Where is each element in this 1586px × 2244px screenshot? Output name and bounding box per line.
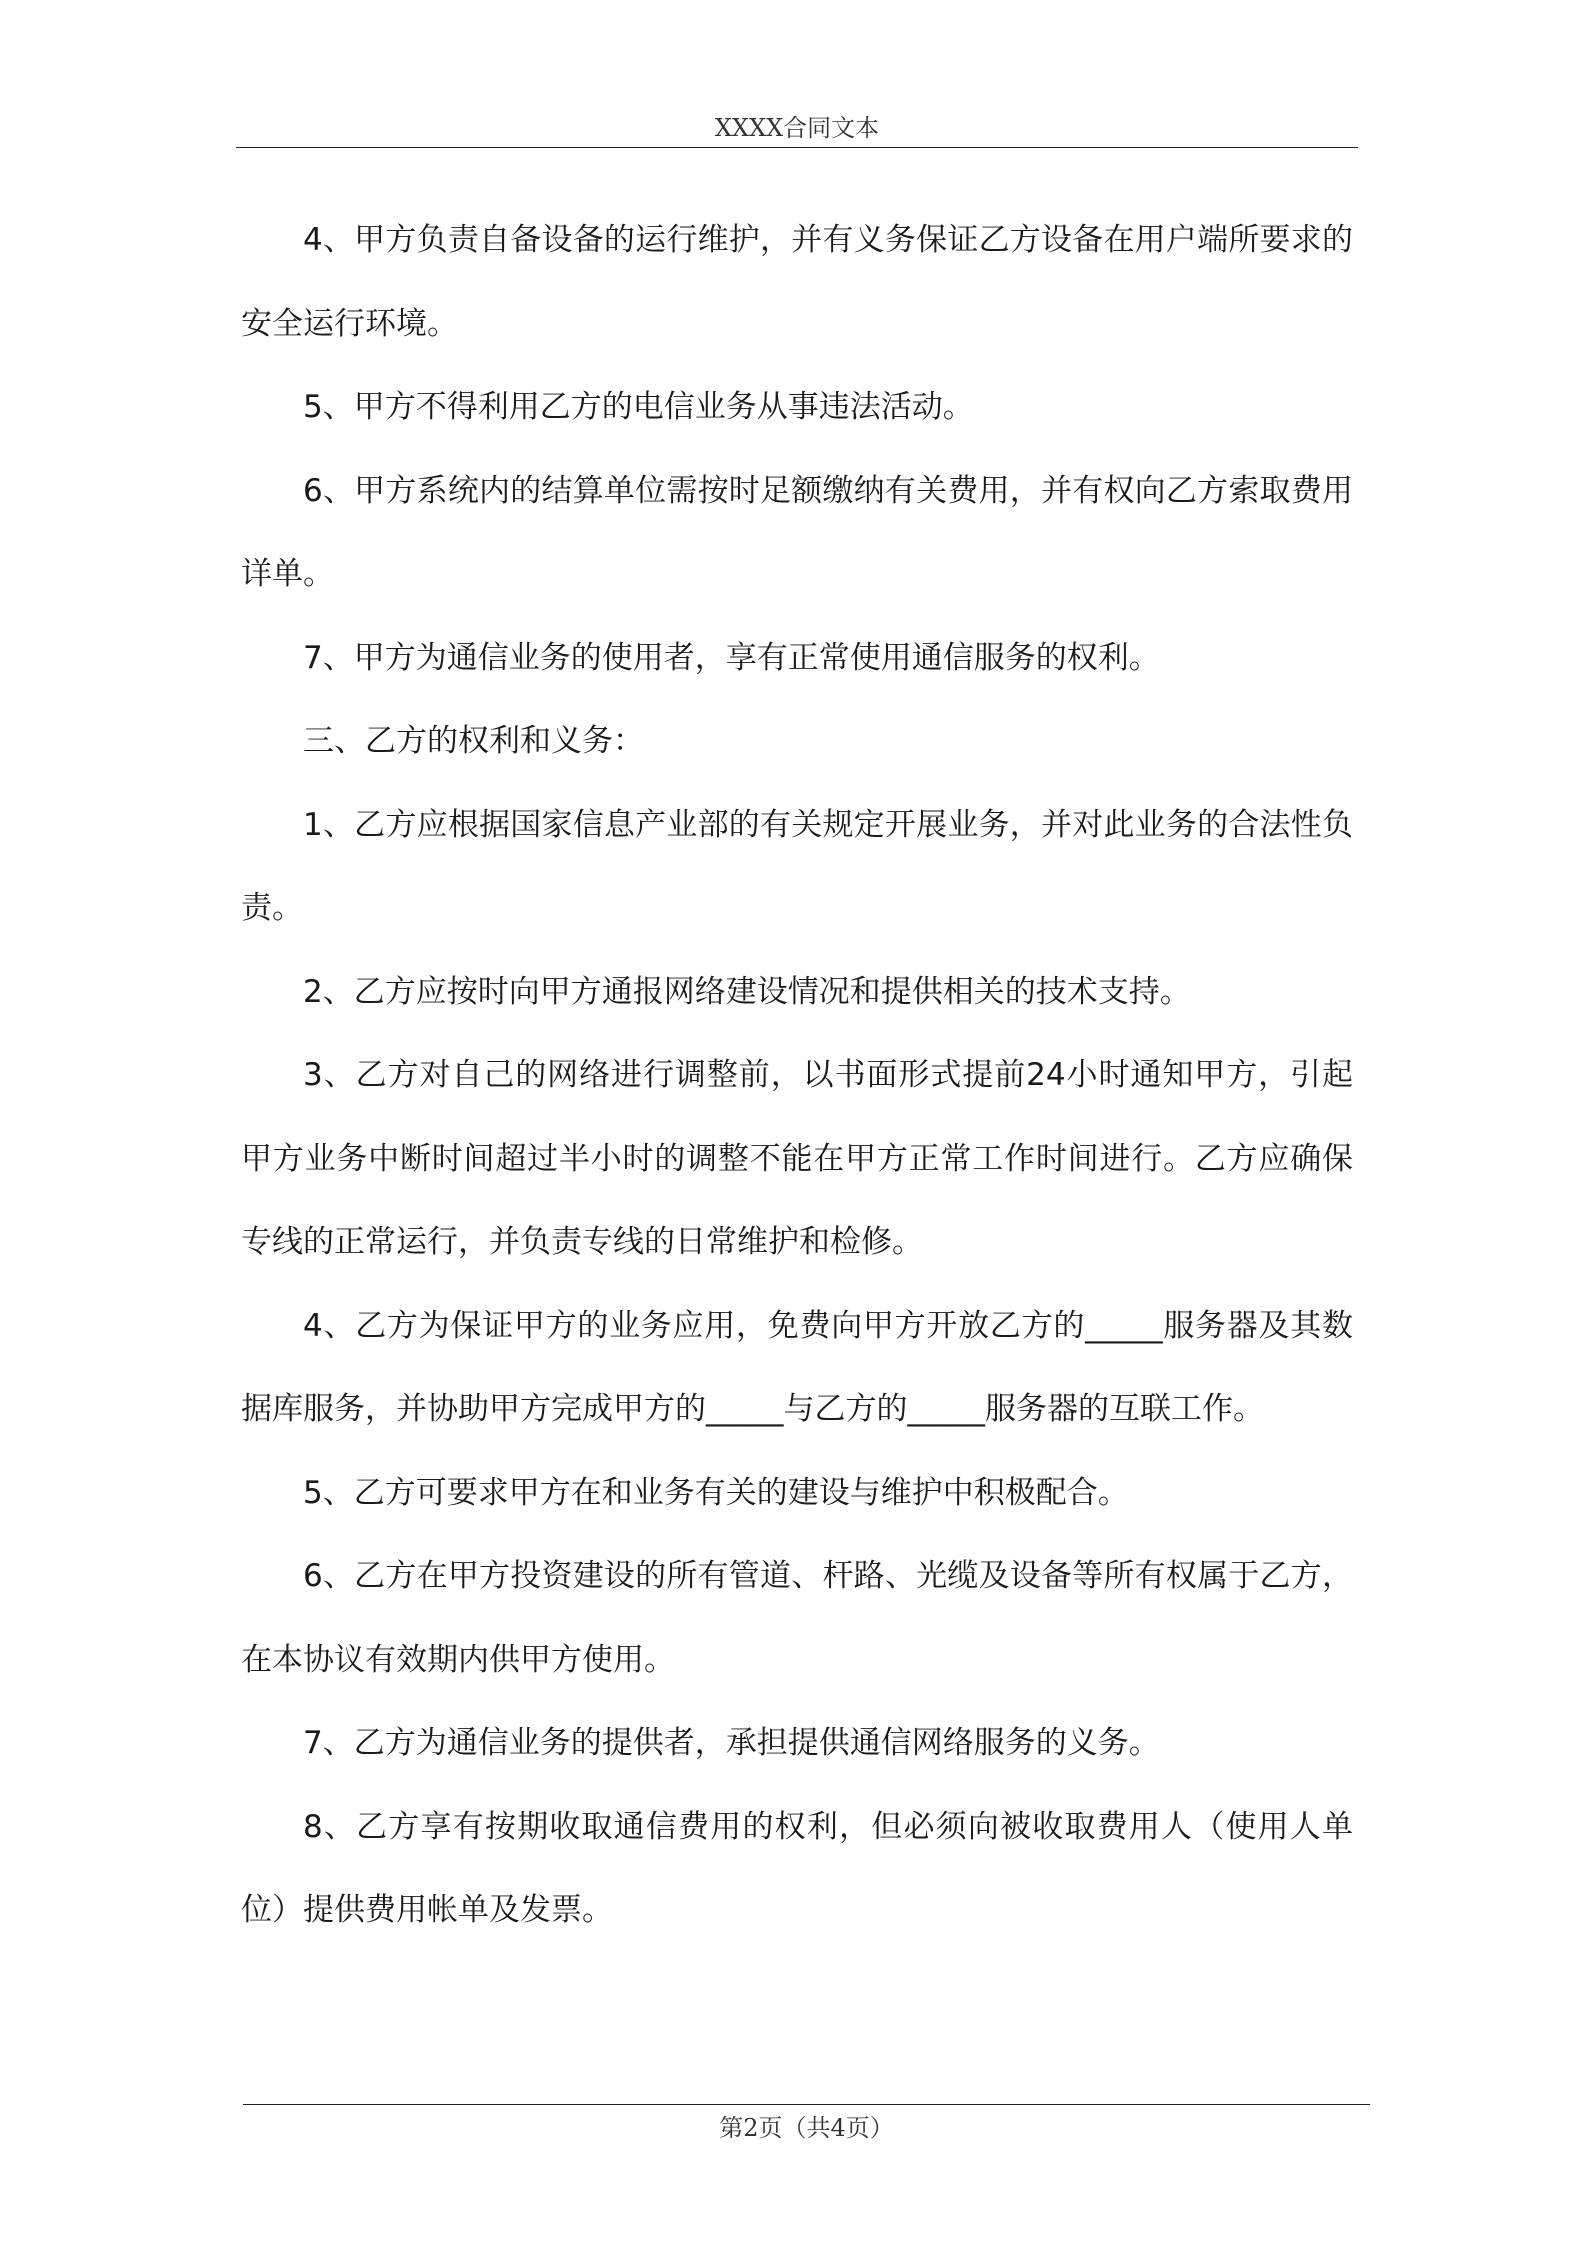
header-divider (236, 147, 1358, 148)
page-header-title: XXXX合同文本 (714, 114, 880, 142)
footer-divider (243, 2104, 1370, 2105)
paragraph-party-b-5: 5、乙方可要求甲方在和业务有关的建设与维护中积极配合。 (303, 1474, 1129, 1511)
paragraph-party-b-6: 6、乙方在甲方投资建设的所有管道、杆路、光缆及设备等所有权属于乙方，在本协议有效期内供甲方使用。 (241, 1558, 1353, 1678)
paragraph-party-b-8: 8、乙方享有按期收取通信费用的权利，但必须向被收取费用人（使用人单位）提供费用帐单及发票。 (241, 1808, 1353, 1928)
section-heading-party-b: 三、乙方的权利和义务： (303, 723, 644, 759)
paragraph-party-b-7: 7、乙方为通信业务的提供者，承担提供通信网络服务的义务。 (303, 1725, 1160, 1761)
document-body (241, 199, 1353, 1953)
paragraph-party-a-6: 6、甲方系统内的结算单位需按时足额缴纳有关费用，并有权向乙方索取费用详单。 (241, 472, 1353, 592)
paragraph-party-b-3: 3、乙方对自己的网络进行调整前，以书面形式提前24小时通知甲方，引起甲方业务中断时间超过半小时的调整不能在甲方正常工作时间进行。乙方应确保专线的正常运行，并负责专线的日常维护和检修。 (241, 1057, 1353, 1260)
paragraph-party-b-2: 2、乙方应按时向甲方通报网络建设情况和提供相关的技术支持。 (303, 973, 1191, 1010)
page-number: 第2页（共4页） (719, 2114, 894, 2142)
paragraph-party-b-1: 1、乙方应根据国家信息产业部的有关规定开展业务，并对此业务的合法性负责。 (241, 806, 1353, 926)
paragraph-party-a-5: 5、甲方不得利用乙方的电信业务从事违法活动。 (303, 389, 974, 425)
paragraph-party-a-7: 7、甲方为通信业务的使用者，享有正常使用通信服务的权利。 (303, 639, 1160, 676)
paragraph-party-a-4: 4、甲方负责自备设备的运行维护，并有义务保证乙方设备在用户端所要求的安全运行环境。 (241, 222, 1353, 342)
paragraph-party-b-4: 4、乙方为保证甲方的业务应用，免费向甲方开放乙方的_____服务器及其数据库服务，并协助甲方完成甲方的_____与乙方的_____服务器的互联工作。 (241, 1307, 1353, 1427)
